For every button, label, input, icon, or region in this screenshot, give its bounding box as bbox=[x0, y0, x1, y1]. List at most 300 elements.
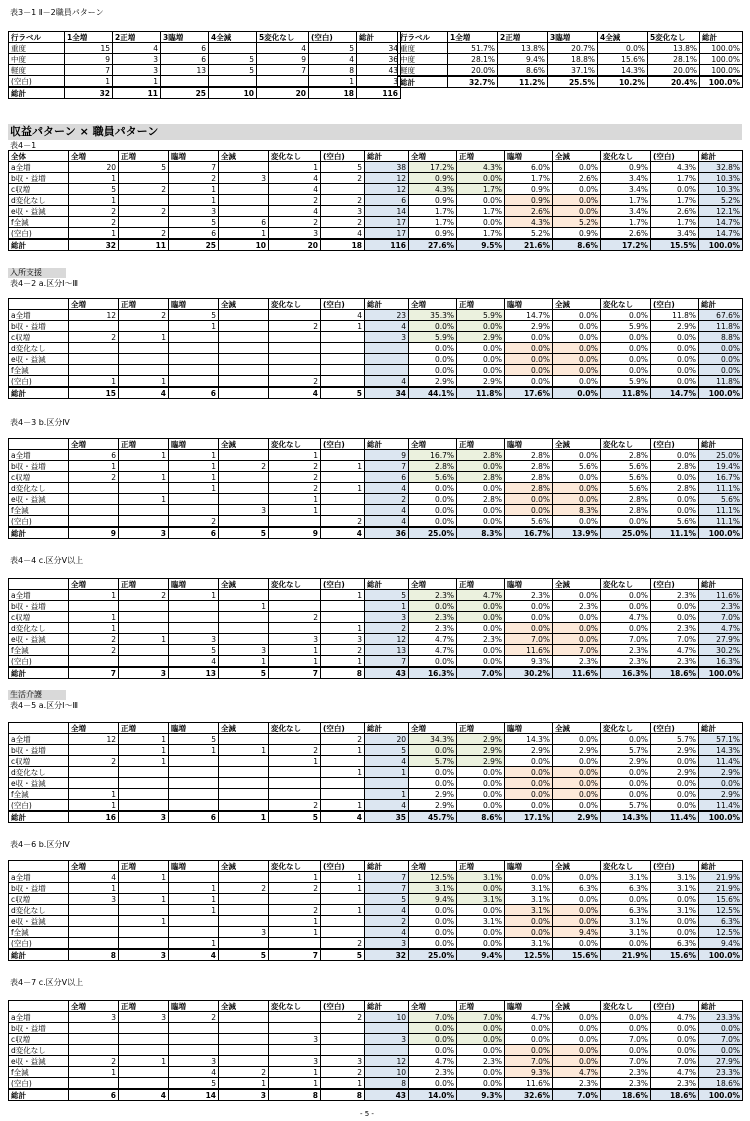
table-row bbox=[9, 321, 743, 332]
cell-value: 28.1% bbox=[448, 54, 498, 65]
cell-value: 25 bbox=[161, 87, 209, 99]
cell-value: 8 bbox=[69, 949, 119, 961]
cell-value bbox=[169, 354, 219, 365]
cell-value: 6 bbox=[169, 387, 219, 399]
cell-value: 12.5% bbox=[409, 872, 457, 883]
corner-header bbox=[9, 439, 69, 450]
cell-value: 0.0% bbox=[699, 365, 743, 376]
cell-value: 9.3% bbox=[505, 656, 553, 668]
cell-value: 2 bbox=[269, 376, 321, 388]
cell-value bbox=[269, 767, 321, 778]
table-row bbox=[9, 1045, 743, 1056]
column-header: 変化なし bbox=[269, 723, 321, 734]
column-header: 全減 bbox=[553, 151, 601, 162]
cell-value bbox=[169, 376, 219, 388]
cell-value bbox=[365, 1045, 409, 1056]
table-row bbox=[9, 623, 743, 634]
cell-value bbox=[269, 1012, 321, 1023]
cell-value: 2.8% bbox=[457, 450, 505, 461]
cell-value: 11.8% bbox=[457, 387, 505, 399]
cell-value: 0.0% bbox=[505, 872, 553, 883]
cell-value: 1 bbox=[169, 184, 219, 195]
column-header: 臨増 bbox=[169, 1001, 219, 1012]
cell-value: 1 bbox=[321, 767, 365, 778]
row-label: 総計 bbox=[9, 527, 69, 539]
column-header: 総計 bbox=[699, 723, 743, 734]
cell-value bbox=[269, 332, 321, 343]
cell-value bbox=[219, 590, 269, 601]
cell-value bbox=[269, 354, 321, 365]
table-row bbox=[9, 195, 743, 206]
table-row bbox=[9, 162, 743, 173]
column-header: 全減 bbox=[219, 299, 269, 310]
cell-value: 0.0% bbox=[553, 354, 601, 365]
cell-value: 5.7% bbox=[601, 800, 651, 812]
cell-value: 1 bbox=[169, 461, 219, 472]
column-header: (空白) bbox=[321, 579, 365, 590]
cell-value: 25.0% bbox=[409, 949, 457, 961]
cell-value: 1 bbox=[69, 623, 119, 634]
column-header: (空白) bbox=[321, 1001, 365, 1012]
cell-value: 2.9% bbox=[699, 767, 743, 778]
cell-value: 2.9% bbox=[457, 376, 505, 388]
cell-value: 0.0% bbox=[553, 1012, 601, 1023]
cell-value: 9 bbox=[69, 527, 119, 539]
cell-value: 2 bbox=[69, 645, 119, 656]
cell-value: 0.0% bbox=[553, 483, 601, 494]
cell-value bbox=[169, 1023, 219, 1034]
cell-value: 5.6% bbox=[553, 461, 601, 472]
cell-value: 0.0% bbox=[553, 789, 601, 800]
table-caption: 表4－1 bbox=[10, 141, 37, 150]
cell-value: 6.3% bbox=[651, 938, 699, 950]
row-label: a全増 bbox=[9, 1012, 69, 1023]
cell-value bbox=[269, 601, 321, 612]
cell-value bbox=[69, 745, 119, 756]
cell-value: 0.0% bbox=[601, 601, 651, 612]
cell-value: 5.7% bbox=[601, 745, 651, 756]
cell-value: 3 bbox=[365, 1034, 409, 1045]
cell-value: 0.0% bbox=[553, 1045, 601, 1056]
cell-value: 2 bbox=[69, 217, 119, 228]
cell-value: 13.8% bbox=[498, 43, 548, 54]
cell-value: 25.0% bbox=[409, 527, 457, 539]
cell-value: 11 bbox=[113, 87, 161, 99]
cross-table bbox=[8, 438, 743, 539]
cell-value: 5.6% bbox=[601, 483, 651, 494]
cell-value: 1 bbox=[69, 461, 119, 472]
cell-value: 0.0% bbox=[699, 343, 743, 354]
table-row bbox=[9, 590, 743, 601]
row-label: a全増 bbox=[9, 734, 69, 745]
cell-value: 7.0% bbox=[651, 1056, 699, 1067]
cell-value: 0.0% bbox=[505, 376, 553, 388]
cell-value: 2 bbox=[119, 184, 169, 195]
cell-value: 0.0% bbox=[457, 516, 505, 528]
cell-value: 14.0% bbox=[409, 1089, 457, 1101]
cell-value: 25 bbox=[169, 239, 219, 251]
cross-table bbox=[8, 722, 743, 823]
cell-value: 0.0% bbox=[553, 612, 601, 623]
cell-value bbox=[69, 656, 119, 668]
cell-value: 11.2% bbox=[498, 76, 548, 88]
cell-value: 6.3% bbox=[553, 883, 601, 894]
cell-value: 16.7% bbox=[409, 450, 457, 461]
cell-value: 5 bbox=[209, 54, 257, 65]
cell-value: 2.9% bbox=[409, 800, 457, 812]
cell-value: 8 bbox=[309, 65, 357, 76]
cell-value: 0.0% bbox=[409, 778, 457, 789]
cell-value: 0.0% bbox=[457, 645, 505, 656]
row-label: c収増 bbox=[9, 756, 69, 767]
cell-value: 9.4% bbox=[457, 949, 505, 961]
cell-value: 5.6% bbox=[601, 461, 651, 472]
row-label: 軽度 bbox=[398, 65, 448, 77]
cell-value: 11.1% bbox=[651, 527, 699, 539]
header-row bbox=[9, 151, 743, 162]
cell-value: 4.7% bbox=[699, 623, 743, 634]
cell-value: 45.7% bbox=[409, 811, 457, 823]
row-label: 総計 bbox=[398, 76, 448, 88]
cell-value: 2.3% bbox=[409, 590, 457, 601]
cell-value: 13 bbox=[161, 65, 209, 76]
cell-value bbox=[219, 905, 269, 916]
cell-value: 4 bbox=[321, 310, 365, 321]
row-label: (空白) bbox=[9, 800, 69, 812]
row-label: f全減 bbox=[9, 927, 69, 938]
cell-value: 1.7% bbox=[409, 217, 457, 228]
table-row bbox=[9, 938, 743, 950]
table-row bbox=[9, 894, 743, 905]
column-header: 変化なし bbox=[601, 861, 651, 872]
table-row bbox=[9, 645, 743, 656]
cell-value: 3 bbox=[365, 332, 409, 343]
cell-value: 9 bbox=[257, 54, 309, 65]
cell-value: 11.6% bbox=[699, 590, 743, 601]
cell-value: 0.0% bbox=[553, 195, 601, 206]
cell-value: 1.7% bbox=[651, 173, 699, 184]
cell-value: 14.7% bbox=[651, 387, 699, 399]
table-row bbox=[9, 483, 743, 494]
table-caption: 表4－3 b.区分Ⅳ bbox=[10, 418, 70, 427]
cell-value: 0.0% bbox=[409, 656, 457, 668]
cell-value: 1 bbox=[69, 228, 119, 240]
cell-value: 15 bbox=[65, 43, 113, 54]
cell-value: 11.4% bbox=[651, 811, 699, 823]
cell-value bbox=[321, 1034, 365, 1045]
cell-value: 2.8% bbox=[505, 472, 553, 483]
cell-value bbox=[69, 1034, 119, 1045]
cell-value bbox=[169, 756, 219, 767]
cell-value: 5.6% bbox=[651, 516, 699, 528]
cell-value: 0.0% bbox=[651, 354, 699, 365]
cell-value: 0.0% bbox=[457, 173, 505, 184]
row-label: 総計 bbox=[9, 811, 69, 823]
cell-value: 100.0% bbox=[700, 76, 743, 88]
cell-value: 4 bbox=[321, 811, 365, 823]
column-header: 臨増 bbox=[169, 861, 219, 872]
cell-value: 3.1% bbox=[505, 894, 553, 905]
cell-value: 0.0% bbox=[409, 1045, 457, 1056]
cell-value: 0.0% bbox=[553, 516, 601, 528]
row-label: 総計 bbox=[9, 387, 69, 399]
cell-value: 14.7% bbox=[505, 310, 553, 321]
cell-value: 27.9% bbox=[699, 1056, 743, 1067]
row-label: 重度 bbox=[398, 43, 448, 54]
cell-value: 0.0% bbox=[651, 505, 699, 516]
cell-value: 7.0% bbox=[601, 1034, 651, 1045]
cell-value: 4 bbox=[365, 376, 409, 388]
cell-value bbox=[219, 483, 269, 494]
cell-value: 0.0% bbox=[457, 505, 505, 516]
cell-value: 8.6% bbox=[498, 65, 548, 77]
header-row bbox=[9, 1001, 743, 1012]
column-header: 総計 bbox=[699, 439, 743, 450]
cell-value: 14.3% bbox=[601, 811, 651, 823]
cell-value: 5.9% bbox=[457, 310, 505, 321]
cell-value: 1.7% bbox=[601, 195, 651, 206]
cell-value bbox=[69, 1023, 119, 1034]
cell-value bbox=[69, 516, 119, 528]
cell-value: 6.0% bbox=[505, 162, 553, 173]
table-row bbox=[9, 1034, 743, 1045]
column-header: 総計 bbox=[365, 1001, 409, 1012]
cell-value: 18.6% bbox=[601, 1089, 651, 1101]
cell-value: 3 bbox=[119, 667, 169, 679]
cell-value: 7 bbox=[257, 65, 309, 76]
cell-value: 0.0% bbox=[651, 472, 699, 483]
cell-value: 0.0% bbox=[505, 778, 553, 789]
column-header: 2正増 bbox=[113, 32, 161, 43]
cell-value: 3 bbox=[269, 228, 321, 240]
cell-value: 1 bbox=[119, 734, 169, 745]
header-row bbox=[9, 32, 401, 43]
column-header: (空白) bbox=[321, 861, 365, 872]
cell-value: 0.0% bbox=[601, 590, 651, 601]
cell-value: 4.7% bbox=[409, 645, 457, 656]
header-row bbox=[9, 861, 743, 872]
cell-value: 1 bbox=[321, 623, 365, 634]
cell-value: 0.0% bbox=[457, 1067, 505, 1078]
cell-value bbox=[269, 343, 321, 354]
table-row bbox=[9, 872, 743, 883]
column-header: 全増 bbox=[409, 723, 457, 734]
cell-value: 1 bbox=[269, 162, 321, 173]
column-header: 変化なし bbox=[601, 1001, 651, 1012]
cell-value: 6 bbox=[169, 228, 219, 240]
cell-value bbox=[119, 483, 169, 494]
cell-value: 1.7% bbox=[409, 206, 457, 217]
cell-value: 2.6% bbox=[601, 228, 651, 240]
column-header: 臨増 bbox=[169, 439, 219, 450]
cell-value: 1 bbox=[219, 745, 269, 756]
column-header: 正増 bbox=[457, 299, 505, 310]
cell-value bbox=[321, 601, 365, 612]
cell-value: 12 bbox=[365, 184, 409, 195]
cell-value: 0.0% bbox=[601, 310, 651, 321]
cell-value: 0.0% bbox=[601, 1012, 651, 1023]
cell-value: 2.9% bbox=[505, 321, 553, 332]
cell-value: 2.9% bbox=[409, 789, 457, 800]
column-header: 変化なし bbox=[601, 151, 651, 162]
column-header: 正増 bbox=[457, 579, 505, 590]
cell-value: 0.0% bbox=[553, 310, 601, 321]
row-label: b収・益増 bbox=[9, 601, 69, 612]
table-row bbox=[9, 184, 743, 195]
cell-value: 2.9% bbox=[457, 756, 505, 767]
cell-value: 0.0% bbox=[601, 354, 651, 365]
cell-value bbox=[269, 590, 321, 601]
cell-value: 44.1% bbox=[409, 387, 457, 399]
cell-value: 38 bbox=[365, 162, 409, 173]
cell-value: 3.1% bbox=[651, 872, 699, 883]
column-header: 臨増 bbox=[169, 151, 219, 162]
cell-value: 1 bbox=[119, 745, 169, 756]
cell-value: 2 bbox=[119, 310, 169, 321]
cell-value: 5 bbox=[365, 590, 409, 601]
cell-value: 0.0% bbox=[457, 1045, 505, 1056]
row-label: 総計 bbox=[9, 87, 65, 99]
cell-value: 0.0% bbox=[651, 612, 699, 623]
cell-value: 0.0% bbox=[457, 217, 505, 228]
row-label: 総計 bbox=[9, 949, 69, 961]
cell-value: 0.0% bbox=[505, 354, 553, 365]
cell-value: 0.0% bbox=[553, 800, 601, 812]
cell-value: 3 bbox=[219, 927, 269, 938]
cell-value: 18 bbox=[309, 87, 357, 99]
cell-value: 0.9% bbox=[505, 184, 553, 195]
cell-value: 1 bbox=[119, 634, 169, 645]
cell-value: 12.5% bbox=[699, 927, 743, 938]
column-header: 総計 bbox=[700, 32, 743, 43]
cell-value bbox=[365, 343, 409, 354]
cell-value: 2.3% bbox=[651, 656, 699, 668]
cell-value bbox=[119, 645, 169, 656]
cell-value: 0.0% bbox=[601, 767, 651, 778]
cell-value bbox=[321, 343, 365, 354]
column-header: 全増 bbox=[409, 579, 457, 590]
column-header: 臨増 bbox=[169, 723, 219, 734]
cell-value: 21.6% bbox=[505, 239, 553, 251]
cell-value: 32 bbox=[69, 239, 119, 251]
cell-value: 1 bbox=[321, 590, 365, 601]
cell-value: 4 bbox=[257, 43, 309, 54]
cell-value: 8.6% bbox=[457, 811, 505, 823]
cell-value: 1 bbox=[269, 1078, 321, 1090]
table-row bbox=[9, 634, 743, 645]
column-header: 総計 bbox=[365, 579, 409, 590]
row-label: 軽度 bbox=[9, 65, 65, 76]
cell-value: 2.9% bbox=[601, 756, 651, 767]
cell-value: 15.6% bbox=[651, 949, 699, 961]
cell-value bbox=[161, 76, 209, 88]
cell-value: 1 bbox=[169, 590, 219, 601]
cell-value: 2 bbox=[269, 321, 321, 332]
table-row bbox=[9, 65, 401, 76]
row-label: 総計 bbox=[9, 667, 69, 679]
cell-value: 4.7% bbox=[457, 590, 505, 601]
cell-value: 0.9% bbox=[553, 228, 601, 240]
cell-value: 4 bbox=[169, 1067, 219, 1078]
cell-value: 5 bbox=[169, 645, 219, 656]
cell-value: 2.3% bbox=[505, 590, 553, 601]
cell-value: 3.4% bbox=[601, 173, 651, 184]
cell-value: 0.0% bbox=[601, 1023, 651, 1034]
column-header: 全増 bbox=[69, 579, 119, 590]
cell-value: 0.0% bbox=[457, 800, 505, 812]
cell-value bbox=[219, 206, 269, 217]
column-header: 正増 bbox=[119, 1001, 169, 1012]
row-label: 重度 bbox=[9, 43, 65, 54]
cell-value: 5.2% bbox=[553, 217, 601, 228]
cell-value: 3 bbox=[321, 206, 365, 217]
column-header: 全減 bbox=[219, 439, 269, 450]
cell-value: 32.8% bbox=[699, 162, 743, 173]
cell-value: 14.7% bbox=[699, 228, 743, 240]
table-row bbox=[9, 461, 743, 472]
cell-value: 6 bbox=[365, 195, 409, 206]
cell-value: 0.0% bbox=[651, 778, 699, 789]
cell-value: 7 bbox=[69, 667, 119, 679]
table-row bbox=[9, 173, 743, 184]
cell-value: 0.0% bbox=[457, 1078, 505, 1090]
cell-value: 12 bbox=[69, 734, 119, 745]
cell-value: 0.0% bbox=[651, 1023, 699, 1034]
cell-value: 7.0% bbox=[457, 1012, 505, 1023]
cell-value: 20 bbox=[69, 162, 119, 173]
cell-value: 5.7% bbox=[651, 734, 699, 745]
cell-value bbox=[209, 76, 257, 88]
cell-value: 1.7% bbox=[651, 217, 699, 228]
cell-value: 2 bbox=[219, 1067, 269, 1078]
cell-value: 2 bbox=[321, 1067, 365, 1078]
column-header: 総計 bbox=[699, 1001, 743, 1012]
cell-value bbox=[69, 343, 119, 354]
cell-value: 32 bbox=[365, 949, 409, 961]
cell-value: 1 bbox=[321, 483, 365, 494]
row-label: d変化なし bbox=[9, 195, 69, 206]
cell-value: 2 bbox=[321, 734, 365, 745]
cell-value: 7.0% bbox=[699, 1034, 743, 1045]
cell-value: 100.0% bbox=[699, 1089, 743, 1101]
cell-value: 12.5% bbox=[505, 949, 553, 961]
cell-value: 7.0% bbox=[553, 645, 601, 656]
cell-value: 4.7% bbox=[651, 1012, 699, 1023]
cell-value: 4.7% bbox=[553, 1067, 601, 1078]
cell-value: 7.0% bbox=[505, 1056, 553, 1067]
cell-value: 1.7% bbox=[457, 228, 505, 240]
cell-value: 4 bbox=[365, 927, 409, 938]
cell-value: 9.4% bbox=[699, 938, 743, 950]
cross-table bbox=[8, 578, 743, 679]
cell-value: 4.7% bbox=[651, 645, 699, 656]
cell-value: 0.0% bbox=[457, 927, 505, 938]
cell-value: 9.4% bbox=[409, 894, 457, 905]
cell-value bbox=[69, 365, 119, 376]
row-label: c収増 bbox=[9, 184, 69, 195]
cell-value: 7 bbox=[365, 883, 409, 894]
cell-value: 0.0% bbox=[505, 343, 553, 354]
row-label: 総計 bbox=[9, 1089, 69, 1101]
column-header: (空白) bbox=[651, 299, 699, 310]
cell-value: 6 bbox=[161, 54, 209, 65]
cell-value bbox=[269, 516, 321, 528]
cell-value: 32 bbox=[65, 87, 113, 99]
cell-value: 2 bbox=[269, 612, 321, 623]
column-header: 変化なし bbox=[269, 861, 321, 872]
column-header: 正増 bbox=[119, 723, 169, 734]
cell-value: 0.0% bbox=[457, 905, 505, 916]
